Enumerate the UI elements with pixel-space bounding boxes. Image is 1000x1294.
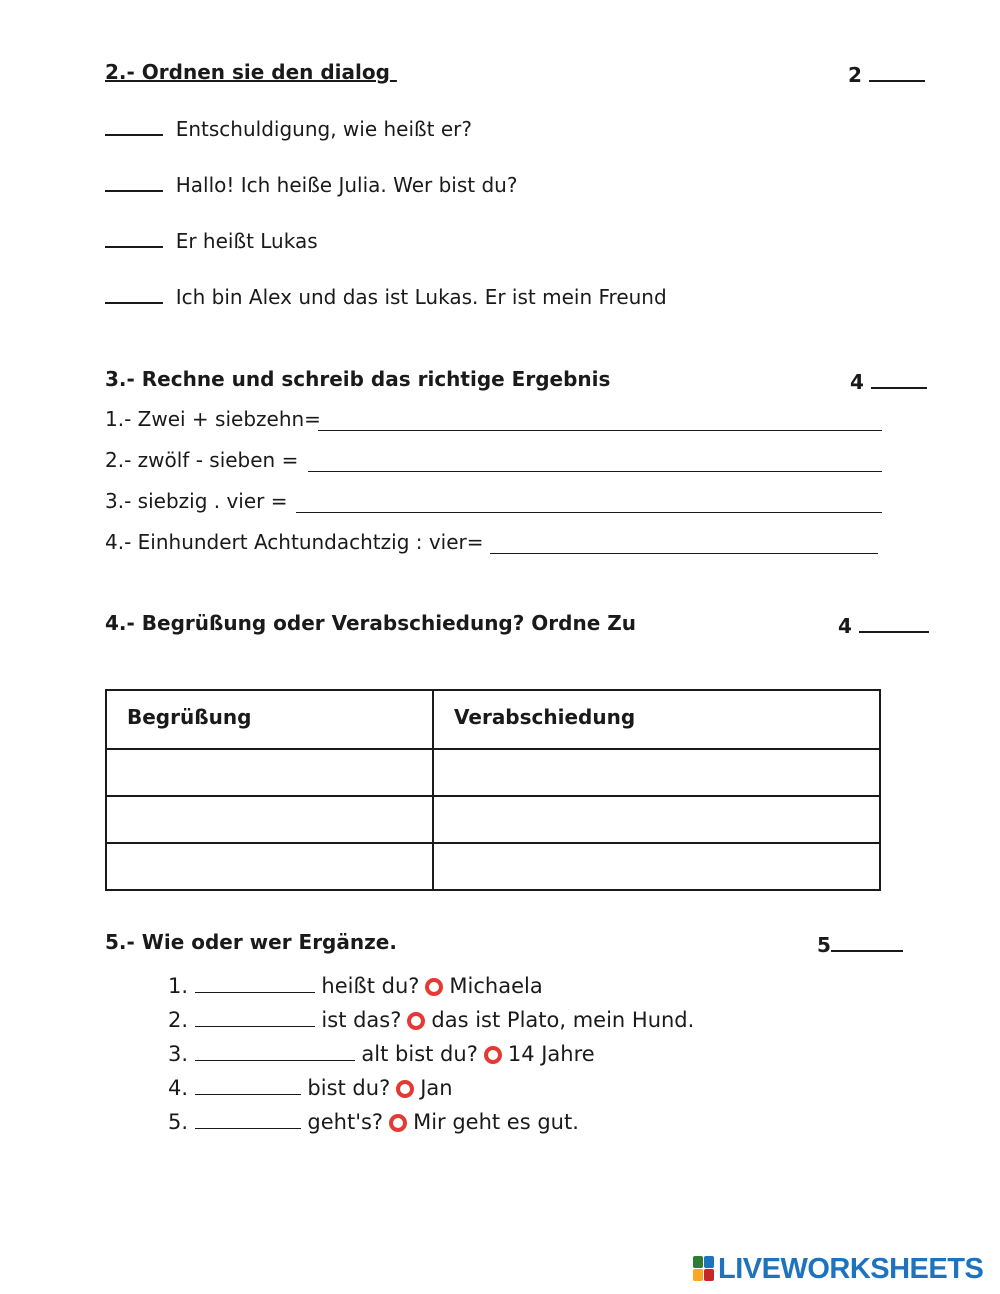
fill-item-1: 1. heißt du? Michaela <box>168 974 543 998</box>
header-begruessung: Begrüßung <box>106 690 433 749</box>
fill-item-5: 5. geht's? Mir geht es gut. <box>168 1110 579 1134</box>
circle-icon <box>389 1114 407 1132</box>
dialog-text: Er heißt Lukas <box>175 229 318 253</box>
fill-item-4: 4. bist du? Jan <box>168 1076 453 1100</box>
math-answer-line-3[interactable] <box>296 512 882 513</box>
table-cell[interactable] <box>106 796 433 843</box>
circle-icon <box>407 1012 425 1030</box>
dialog-text: Ich bin Alex und das ist Lukas. Er ist mein Freund <box>175 285 667 309</box>
dialog-text: Hallo! Ich heiße Julia. Wer bist du? <box>175 173 518 197</box>
fill-blank-5[interactable] <box>195 1108 301 1129</box>
math-label-3: 3.- siebzig . vier = <box>105 489 288 513</box>
math-label-1: 1.- Zwei + siebzehn= <box>105 407 321 431</box>
order-blank-2[interactable] <box>105 170 163 192</box>
fill-blank-3[interactable] <box>195 1040 355 1061</box>
table-cell[interactable] <box>433 843 880 890</box>
circle-icon <box>425 978 443 996</box>
section5-score: 5 <box>817 930 903 957</box>
liveworksheets-logo <box>693 1253 983 1285</box>
table-cell[interactable] <box>433 796 880 843</box>
order-blank-1[interactable] <box>105 114 163 136</box>
score-blank[interactable] <box>869 60 925 82</box>
math-answer-line-1[interactable] <box>318 430 882 431</box>
logo-blocks-icon <box>693 1256 715 1282</box>
dialog-text: Entschuldigung, wie heißt er? <box>175 117 472 141</box>
table-cell[interactable] <box>106 843 433 890</box>
order-blank-3[interactable] <box>105 226 163 248</box>
fill-blank-4[interactable] <box>195 1074 301 1095</box>
section3-score: 4 <box>850 367 927 394</box>
dialog-line-3 <box>105 226 318 253</box>
header-verabschiedung: Verabschiedung <box>433 690 880 749</box>
dialog-line-1 <box>105 114 472 141</box>
fill-blank-1[interactable] <box>195 972 315 993</box>
fill-item-2: 2. ist das? das ist Plato, mein Hund. <box>168 1008 695 1032</box>
fill-item-3: 3. alt bist du? 14 Jahre <box>168 1042 595 1066</box>
fill-blank-2[interactable] <box>195 1006 315 1027</box>
section5-title: 5.- Wie oder wer Ergänze. <box>105 930 397 954</box>
circle-icon <box>484 1046 502 1064</box>
circle-icon <box>396 1080 414 1098</box>
score-blank[interactable] <box>831 930 903 952</box>
math-label-4: 4.- Einhundert Achtundachtzig : vier= <box>105 530 484 554</box>
sort-table <box>105 689 881 891</box>
section2-title: 2.- Ordnen sie den dialog <box>105 60 390 84</box>
section4-title: 4.- Begrüßung oder Verabschiedung? Ordne Zu <box>105 611 636 635</box>
table-cell[interactable] <box>106 749 433 796</box>
section3-title: 3.- Rechne und schreib das richtige Ergebnis <box>105 367 611 391</box>
math-label-2: 2.- zwölf - sieben = <box>105 448 299 472</box>
dialog-line-4 <box>105 282 667 309</box>
dialog-line-2 <box>105 170 517 197</box>
math-answer-line-4[interactable] <box>490 553 878 554</box>
logo-text: LIVEWORKSHEETS <box>718 1252 984 1285</box>
table-cell[interactable] <box>433 749 880 796</box>
score-blank[interactable] <box>871 367 927 389</box>
order-blank-4[interactable] <box>105 282 163 304</box>
section4-score: 4 <box>838 611 929 638</box>
math-answer-line-2[interactable] <box>308 471 882 472</box>
score-blank[interactable] <box>859 611 929 633</box>
section2-score: 2 <box>848 60 925 87</box>
